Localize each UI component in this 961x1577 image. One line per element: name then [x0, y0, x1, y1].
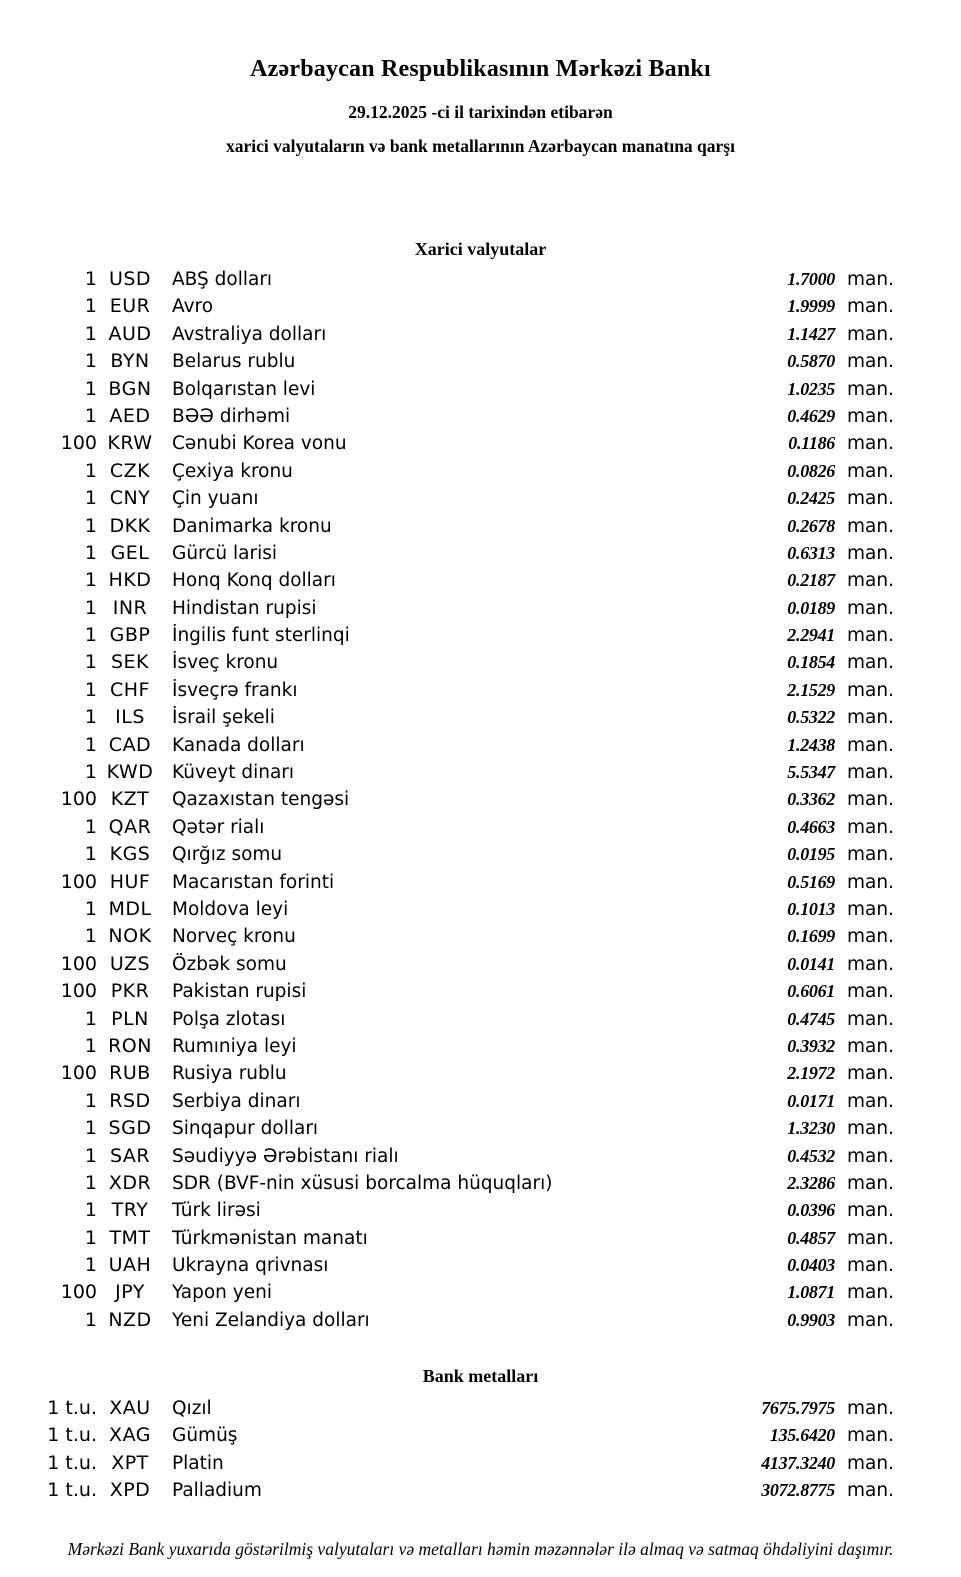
- currency-name-cell: Türk lirəsi: [172, 1200, 261, 1222]
- rate-value-cell: 0.4745: [787, 1008, 835, 1029]
- quantity-cell: 1 t.u.: [47, 1478, 97, 1501]
- quantity-cell: 1: [84, 815, 97, 838]
- currency-name-cell: SDR (BVF-nin xüsusi borcalma hüquqları): [172, 1172, 553, 1194]
- rate-value-cell: 0.0396: [787, 1200, 835, 1221]
- currency-name-cell: Çexiya kronu: [172, 460, 293, 482]
- metals-section-heading: Bank metalları: [422, 1366, 539, 1387]
- unit-cell: man.: [847, 981, 894, 1003]
- metal-row: [0, 1397, 961, 1424]
- currency-name-cell: Qətər rialı: [172, 816, 265, 838]
- unit-cell: man.: [847, 1035, 894, 1057]
- rate-value-cell: 2.2941: [787, 625, 835, 646]
- currency-code-cell: UAH: [108, 1254, 152, 1277]
- rate-value-cell: 0.2425: [787, 488, 835, 509]
- currency-row: [0, 542, 961, 569]
- unit-cell: man.: [847, 1282, 894, 1304]
- rate-value-cell: 0.0171: [787, 1090, 835, 1111]
- quantity-cell: 1: [84, 1007, 97, 1030]
- currency-row: [0, 651, 961, 678]
- quantity-cell: 1: [84, 295, 97, 318]
- quantity-cell: 1: [84, 925, 97, 948]
- currency-row: [0, 898, 961, 925]
- unit-cell: man.: [847, 871, 894, 893]
- currency-name-cell: BƏƏ dirhəmi: [172, 405, 291, 427]
- effective-date: 29.12.2025 -ci il tarixindən etibarən: [348, 102, 613, 122]
- currency-row: [0, 1281, 961, 1308]
- currency-name-cell: Pakistan rupisi: [172, 981, 307, 1003]
- currency-name-cell: Qazaxıstan tengəsi: [172, 789, 350, 811]
- unit-cell: man.: [847, 926, 894, 948]
- currency-row: [0, 323, 961, 350]
- currency-row: [0, 515, 961, 542]
- rate-value-cell: 2.1972: [787, 1063, 835, 1084]
- currency-code-cell: SAR: [109, 1144, 151, 1167]
- currency-row: [0, 1062, 961, 1089]
- currency-name-cell: Yapon yeni: [172, 1282, 272, 1304]
- quantity-cell: 1: [84, 678, 97, 701]
- currency-code-cell: DKK: [109, 514, 151, 537]
- unit-cell: man.: [847, 1118, 894, 1140]
- rate-value-cell: 0.0141: [787, 953, 835, 974]
- metal-row: [0, 1452, 961, 1479]
- currency-code-cell: QAR: [108, 815, 152, 838]
- currency-row: [0, 953, 961, 980]
- quantity-cell: 1 t.u.: [47, 1397, 97, 1420]
- quantity-cell: 1: [84, 1117, 97, 1140]
- quantity-cell: 1: [84, 569, 97, 592]
- rate-value-cell: 0.4663: [787, 816, 835, 837]
- currency-code-cell: SEK: [110, 651, 150, 674]
- rate-value-cell: 0.3932: [787, 1035, 835, 1056]
- rate-value-cell: 5.5347: [787, 762, 835, 783]
- quantity-cell: 1: [84, 1171, 97, 1194]
- currency-code-cell: KRW: [107, 432, 153, 455]
- currency-name-cell: Macarıstan forinti: [172, 871, 335, 893]
- rate-value-cell: 1.0871: [787, 1282, 835, 1303]
- unit-cell: man.: [847, 433, 894, 455]
- rate-value-cell: 135.6420: [769, 1425, 835, 1446]
- quantity-cell: 1: [84, 1308, 97, 1331]
- currency-row: [0, 761, 961, 788]
- currency-code-cell: MDL: [108, 897, 152, 920]
- quantity-cell: 1: [84, 706, 97, 729]
- unit-cell: man.: [847, 652, 894, 674]
- currency-row: [0, 679, 961, 706]
- currency-name-cell: Sinqapur dolları: [172, 1118, 319, 1140]
- currency-name-cell: Honq Konq dolları: [172, 570, 336, 592]
- rate-value-cell: 0.0826: [787, 460, 835, 481]
- currency-code-cell: INR: [112, 596, 148, 619]
- currency-name-cell: Gümüş: [172, 1425, 238, 1447]
- currency-name-cell: Qırğız somu: [172, 844, 283, 866]
- quantity-cell: 1: [84, 1199, 97, 1222]
- currency-name-cell: Danimarka kronu: [172, 515, 332, 537]
- unit-cell: man.: [847, 296, 894, 318]
- currency-code-cell: CZK: [109, 459, 151, 482]
- unit-cell: man.: [847, 1398, 894, 1420]
- currency-row: [0, 980, 961, 1007]
- rate-value-cell: 1.7000: [787, 269, 835, 289]
- quantity-cell: 1: [84, 514, 97, 537]
- unit-cell: man.: [847, 734, 894, 756]
- unit-cell: man.: [847, 460, 894, 482]
- currency-row: [0, 597, 961, 624]
- currency-name-cell: Palladium: [172, 1479, 262, 1501]
- currency-name-cell: Ukrayna qrivnası: [172, 1255, 329, 1277]
- currency-row: [0, 1090, 961, 1117]
- quantity-cell: 1: [84, 733, 97, 756]
- currency-name-cell: Gürcü larisi: [172, 542, 278, 564]
- quantity-cell: 100: [60, 952, 97, 975]
- currency-row: [0, 624, 961, 651]
- rate-value-cell: 0.6313: [787, 542, 835, 563]
- currency-name-cell: Belarus rublu: [172, 351, 296, 373]
- currency-code-cell: AED: [109, 404, 151, 427]
- unit-cell: man.: [847, 816, 894, 838]
- metal-rates-table: [0, 1397, 961, 1506]
- quantity-cell: 100: [60, 1281, 97, 1304]
- currency-name-cell: Serbiya dinarı: [172, 1090, 301, 1112]
- currency-code-cell: TMT: [109, 1226, 151, 1249]
- currency-name-cell: Səudiyyə Ərəbistanı rialı: [172, 1145, 399, 1167]
- quantity-cell: 100: [60, 980, 97, 1003]
- unit-cell: man.: [847, 844, 894, 866]
- quantity-cell: 100: [60, 788, 97, 811]
- quantity-cell: 1 t.u.: [47, 1424, 97, 1447]
- currency-code-cell: XPD: [109, 1478, 151, 1501]
- unit-cell: man.: [847, 378, 894, 400]
- currency-code-cell: EUR: [109, 295, 151, 318]
- unit-cell: man.: [847, 898, 894, 920]
- currency-code-cell: HKD: [108, 569, 152, 592]
- currency-row: [0, 487, 961, 514]
- unit-cell: man.: [847, 1200, 894, 1222]
- rate-value-cell: 0.4857: [787, 1227, 835, 1248]
- quantity-cell: 100: [60, 432, 97, 455]
- rate-value-cell: 0.1186: [788, 433, 835, 454]
- unit-cell: man.: [847, 1425, 894, 1447]
- rate-value-cell: 1.0235: [787, 378, 835, 399]
- currency-code-cell: CAD: [108, 733, 152, 756]
- rate-value-cell: 0.6061: [787, 981, 835, 1002]
- unit-cell: man.: [847, 351, 894, 373]
- currency-code-cell: UZS: [109, 952, 151, 975]
- quantity-cell: 100: [60, 1062, 97, 1085]
- quantity-cell: 1: [84, 596, 97, 619]
- quantity-cell: 1: [84, 1034, 97, 1057]
- currencies-section-heading: Xarici valyutalar: [414, 239, 547, 259]
- currency-code-cell: PKR: [110, 980, 150, 1003]
- currency-code-cell: HUF: [109, 870, 151, 893]
- currency-code-cell: RUB: [109, 1062, 151, 1085]
- quantity-cell: 1: [84, 1254, 97, 1277]
- currency-code-cell: XDR: [108, 1171, 152, 1194]
- quantity-cell: 1: [84, 377, 97, 400]
- unit-cell: man.: [847, 1309, 894, 1331]
- currency-row: [0, 405, 961, 432]
- rate-value-cell: 0.1699: [787, 926, 835, 947]
- unit-cell: man.: [847, 789, 894, 811]
- currency-row: [0, 1117, 961, 1144]
- rate-value-cell: 2.1529: [787, 679, 835, 700]
- rate-value-cell: 0.5169: [787, 871, 835, 892]
- quantity-cell: 1: [84, 541, 97, 564]
- quantity-cell: 1: [84, 487, 97, 510]
- unit-cell: man.: [847, 1227, 894, 1249]
- unit-cell: man.: [847, 515, 894, 537]
- unit-cell: man.: [847, 1452, 894, 1474]
- rate-value-cell: 0.1013: [787, 898, 835, 919]
- metal-row: [0, 1479, 961, 1506]
- currency-code-cell: ILS: [115, 706, 145, 729]
- unit-cell: man.: [847, 1145, 894, 1167]
- currency-name-cell: Özbək somu: [172, 953, 287, 975]
- currency-row: [0, 460, 961, 487]
- currency-row: [0, 706, 961, 733]
- quantity-cell: 1: [84, 459, 97, 482]
- rate-value-cell: 0.2187: [787, 570, 835, 591]
- currency-code-cell: GBP: [109, 624, 151, 647]
- currency-code-cell: BGN: [108, 377, 152, 400]
- currency-row: [0, 734, 961, 761]
- rate-value-cell: 1.2438: [787, 734, 835, 755]
- currency-rates-table: [0, 268, 961, 1336]
- rate-value-cell: 3072.8775: [761, 1479, 835, 1500]
- currency-code-cell: NZD: [108, 1308, 152, 1331]
- currency-row: [0, 350, 961, 377]
- currency-row: [0, 1227, 961, 1254]
- currency-code-cell: JPY: [115, 1281, 145, 1304]
- rate-value-cell: 4137.3240: [761, 1452, 835, 1473]
- unit-cell: man.: [847, 762, 894, 784]
- unit-cell: man.: [847, 542, 894, 564]
- currency-row: [0, 871, 961, 898]
- currency-name-cell: Rumıniya leyi: [172, 1035, 297, 1057]
- currency-name-cell: İsveç kronu: [172, 652, 279, 674]
- currency-row: [0, 1008, 961, 1035]
- rate-value-cell: 0.0195: [787, 844, 835, 865]
- unit-cell: man.: [847, 405, 894, 427]
- rate-value-cell: 0.5870: [787, 351, 835, 372]
- unit-cell: man.: [847, 625, 894, 647]
- quantity-cell: 1 t.u.: [47, 1451, 97, 1474]
- quantity-cell: 1: [84, 1144, 97, 1167]
- currency-code-cell: PLN: [111, 1007, 149, 1030]
- currency-code-cell: CNY: [109, 487, 151, 510]
- currency-row: [0, 1199, 961, 1226]
- currency-row: [0, 378, 961, 405]
- currency-code-cell: CHF: [110, 678, 150, 701]
- currency-row: [0, 1254, 961, 1281]
- currency-name-cell: Hindistan rupisi: [172, 597, 317, 619]
- unit-cell: man.: [847, 1008, 894, 1030]
- currency-name-cell: Moldova leyi: [172, 898, 289, 920]
- rate-value-cell: 0.3362: [787, 789, 835, 810]
- quantity-cell: 1: [84, 404, 97, 427]
- rate-value-cell: 0.9903: [787, 1309, 835, 1330]
- currency-name-cell: Yeni Zelandiya dolları: [172, 1309, 370, 1331]
- unit-cell: man.: [847, 269, 894, 290]
- rate-value-cell: 1.9999: [787, 296, 835, 317]
- unit-cell: man.: [847, 707, 894, 729]
- currency-name-cell: Norveç kronu: [172, 926, 296, 948]
- currency-row: [0, 788, 961, 815]
- currency-row: [0, 569, 961, 596]
- unit-cell: man.: [847, 679, 894, 701]
- quantity-cell: 1: [84, 897, 97, 920]
- unit-cell: man.: [847, 1255, 894, 1277]
- unit-cell: man.: [847, 570, 894, 592]
- rate-value-cell: 0.4629: [787, 405, 835, 426]
- quantity-cell: 1: [84, 624, 97, 647]
- currency-code-cell: GEL: [110, 541, 150, 564]
- metal-row: [0, 1424, 961, 1451]
- currency-code-cell: SGD: [108, 1117, 152, 1140]
- currency-name-cell: Platin: [172, 1452, 224, 1474]
- unit-cell: man.: [847, 1479, 894, 1501]
- rate-value-cell: 0.0403: [787, 1255, 835, 1276]
- quantity-cell: 1: [84, 1089, 97, 1112]
- rate-value-cell: 0.0189: [787, 597, 835, 618]
- currency-code-cell: XAU: [109, 1397, 151, 1420]
- quantity-cell: 1: [84, 651, 97, 674]
- currency-name-cell: Polşa zlotası: [172, 1008, 286, 1030]
- currency-name-cell: İngilis funt sterlinqi: [172, 625, 350, 647]
- currency-row: [0, 295, 961, 322]
- currency-name-cell: Çin yuanı: [172, 488, 259, 510]
- currency-row: [0, 1172, 961, 1199]
- quantity-cell: 1: [84, 843, 97, 866]
- quantity-cell: 1: [84, 761, 97, 784]
- currency-code-cell: RON: [108, 1034, 152, 1057]
- currency-row: [0, 1145, 961, 1172]
- currency-code-cell: KGS: [109, 843, 151, 866]
- page-title: Azərbaycan Respublikasının Mərkəzi Bankı: [250, 56, 711, 82]
- currency-row: [0, 816, 961, 843]
- currency-name-cell: Qızıl: [172, 1398, 212, 1420]
- currency-row: [0, 268, 961, 295]
- currency-name-cell: Bolqarıstan levi: [172, 378, 316, 400]
- unit-cell: man.: [847, 1063, 894, 1085]
- currency-code-cell: KZT: [110, 788, 150, 811]
- currency-name-cell: Cənubi Korea vonu: [172, 433, 347, 455]
- currency-row: [0, 1309, 961, 1336]
- rate-value-cell: 0.4532: [787, 1145, 835, 1166]
- currency-name-cell: Kanada dolları: [172, 734, 305, 756]
- rate-value-cell: 0.2678: [787, 515, 835, 536]
- currency-code-cell: NOK: [108, 925, 152, 948]
- currency-code-cell: XPT: [111, 1451, 149, 1474]
- currency-code-cell: USD: [108, 268, 152, 290]
- currency-name-cell: Avstraliya dolları: [172, 323, 327, 345]
- currency-code-cell: AUD: [108, 322, 152, 345]
- currency-name-cell: Avro: [172, 296, 214, 318]
- currency-code-cell: KWD: [106, 761, 154, 784]
- currency-row: [0, 1035, 961, 1062]
- unit-cell: man.: [847, 953, 894, 975]
- page-subtitle: xarici valyutaların və bank metallarının Azərbaycan manatına qarşı: [226, 136, 735, 156]
- currency-name-cell: Rusiya rublu: [172, 1063, 287, 1085]
- rate-value-cell: 0.1854: [787, 652, 835, 673]
- quantity-cell: 1: [84, 1226, 97, 1249]
- currency-name-cell: ABŞ dolları: [172, 269, 273, 290]
- rate-value-cell: 7675.7975: [761, 1398, 835, 1419]
- rate-value-cell: 1.3230: [787, 1118, 835, 1139]
- unit-cell: man.: [847, 597, 894, 619]
- rate-value-cell: 0.5322: [787, 707, 835, 728]
- currency-code-cell: TRY: [111, 1199, 149, 1222]
- currency-name-cell: Küveyt dinarı: [172, 762, 295, 784]
- quantity-cell: 1: [84, 350, 97, 373]
- currency-code-cell: BYN: [110, 350, 150, 373]
- unit-cell: man.: [847, 488, 894, 510]
- disclaimer-text: Mərkəzi Bank yuxarıda göstərilmiş valyutaları və metalları həmin məzənnələr ilə almaq və satmaq öhdəliyini daşımır.: [67, 1538, 894, 1559]
- unit-cell: man.: [847, 1172, 894, 1194]
- currency-code-cell: RSD: [109, 1089, 151, 1112]
- currency-row: [0, 925, 961, 952]
- rate-value-cell: 2.3286: [787, 1172, 835, 1193]
- currency-row: [0, 843, 961, 870]
- currency-code-cell: XAG: [109, 1424, 151, 1447]
- quantity-cell: 100: [60, 870, 97, 893]
- quantity-cell: 1: [84, 268, 97, 290]
- quantity-cell: 1: [84, 322, 97, 345]
- currency-name-cell: İsveçrə frankı: [172, 679, 298, 701]
- currency-name-cell: Türkmənistan manatı: [172, 1227, 368, 1249]
- rate-value-cell: 1.1427: [787, 323, 835, 344]
- currency-name-cell: İsrail şekeli: [172, 707, 275, 729]
- currency-row: [0, 432, 961, 459]
- unit-cell: man.: [847, 1090, 894, 1112]
- unit-cell: man.: [847, 323, 894, 345]
